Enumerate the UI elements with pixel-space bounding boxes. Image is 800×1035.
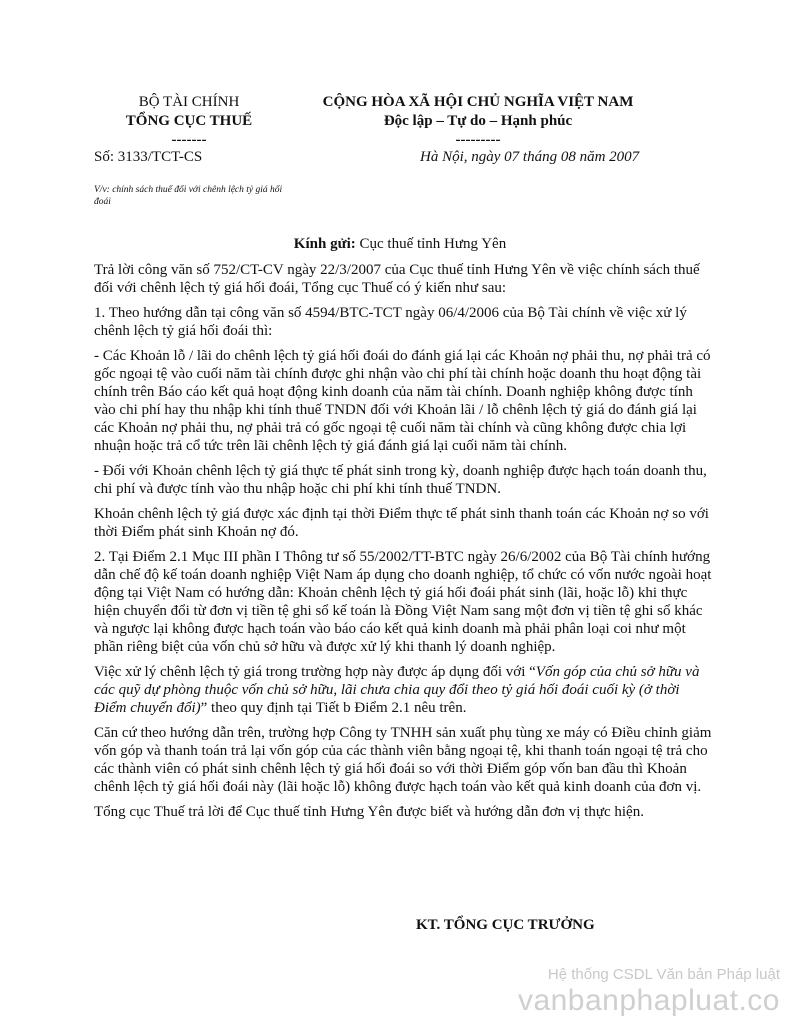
document-date: Hà Nội, ngày 07 tháng 08 năm 2007 <box>420 149 640 165</box>
recipient-label: Kính gửi: <box>293 236 356 252</box>
application-text-start: Việc xử lý chênh lệch tỷ giá trong trường hợp này được áp dụng đối với “ <box>94 664 536 680</box>
watermark-site: vanbanphapluat.co <box>517 984 780 1017</box>
issuer-block <box>94 93 284 150</box>
signature-title: KT. TỔNG CỤC TRƯỞNG <box>416 917 595 933</box>
department-name: TỔNG CỤC THUẾ <box>125 113 253 129</box>
paragraph-bullet-2: - Đối với Khoản chênh lệch tỷ giá thực tế phát sinh trong kỳ, doanh nghiệp được hạch toán doanh thu, chi phí và được tính vào thu nhập hoặc chi phí khi tính thuế TNDN. <box>94 463 707 497</box>
motto-rule: --------- <box>455 132 501 148</box>
recipient-name: Cục thuế tỉnh Hưng Yên <box>359 236 507 252</box>
watermark-system-name: Hệ thống CSDL Văn bản Pháp luật <box>547 966 780 983</box>
country-name: CỘNG HÒA XÃ HỘI CHỦ NGHĨA VIỆT NAM <box>322 94 634 110</box>
application-quote: Vốn góp của chủ sở hữu và các quỹ dự phòng thuộc vốn chủ sở hữu, lãi chưa chia quy đổi theo tỷ giá hối đoái cuối kỳ (ở thời Điểm chuyển đổi) <box>94 664 700 716</box>
application-text-end: ” theo quy định tại Tiết b Điểm 2.1 nêu trên. <box>200 700 467 716</box>
paragraph-conclusion: Căn cứ theo hướng dẫn trên, trường hợp Công ty TNHH sản xuất phụ tùng xe máy có Điều chỉnh giảm vốn góp và thanh toán trả lại vốn góp của các thành viên bằng ngoại tệ, khi thanh toán ngoại tệ trả cho các thành viên có phát sinh chênh lệch tỷ giá hối đoái so với thời Điểm góp vốn ban đầu thì Khoản chênh lệch tỷ giá hối đoái này (lãi hoặc lỗ) không được hạch toán vào kết quả kinh doanh của đơn vị. <box>94 725 712 795</box>
document-number: Số: 3133/TCT-CS <box>94 149 203 165</box>
letter-body <box>94 261 714 828</box>
recipient-line <box>0 236 800 253</box>
document-subject: V/v: chính sách thuế đối với chênh lệch tỷ giá hối đoái <box>94 185 283 207</box>
paragraph-section-2: 2. Tại Điểm 2.1 Mục III phần I Thông tư số 55/2002/TT-BTC ngày 26/6/2002 của Bộ Tài chính hướng dẫn chế độ kế toán doanh nghiệp Việt Nam áp dụng cho doanh nghiệp, tổ chức có vốn nước ngoài hoạt động tại Việt Nam có hướng dẫn: Khoản chênh lệch tỷ giá hối đoái phát sinh (lãi, hoặc lỗ) khi thực hiện chuyển đổi từ đơn vị tiền tệ ghi sổ kế toán là Đồng Việt Nam sang một đơn vị tiền tệ ghi sổ khác và ngược lại không được hạch toán vào báo cáo kết quả kinh doanh mà phải phân loại coi như một phần riêng biệt của vốn chủ sở hữu và được xử lý khi thanh lý doanh nghiệp. <box>94 549 712 655</box>
ministry-name: BỘ TÀI CHÍNH <box>138 94 240 110</box>
issuer-rule: ------- <box>171 132 207 148</box>
paragraph-exchange-diff: Khoản chênh lệch tỷ giá được xác định tại thời Điểm thực tế phát sinh thanh toán các Khoản nợ so với thời Điểm phát sinh Khoản nợ đó. <box>94 506 709 540</box>
paragraph-closing: Tổng cục Thuế trả lời để Cục thuế tỉnh Hưng Yên được biết và hướng dẫn đơn vị thực hiện. <box>94 804 644 820</box>
paragraph-application <box>94 663 714 717</box>
national-motto: Độc lập – Tự do – Hạnh phúc <box>383 113 573 129</box>
national-header <box>293 93 663 150</box>
paragraph-section-1: 1. Theo hướng dẫn tại công văn số 4594/BTC-TCT ngày 06/4/2006 của Bộ Tài chính về việc xử lý chênh lệch tỷ giá hối đoái thì: <box>94 305 687 339</box>
paragraph-intro: Trả lời công văn số 752/CT-CV ngày 22/3/2007 của Cục thuế tỉnh Hưng Yên về việc chính sách thuế đối với chênh lệch tỷ giá hối đoái, Tổng cục Thuế có ý kiến như sau: <box>94 262 700 296</box>
paragraph-bullet-1: - Các Khoản lỗ / lãi do chênh lệch tỷ giá hối đoái do đánh giá lại các Khoản nợ phải thu, nợ phải trả có gốc ngoại tệ vào cuối năm tài chính được ghi nhận vào chi phí tài chính hoặc doanh thu hoạt động tài chính trên Báo cáo kết quả hoạt động kinh doanh của năm tài chính. Doanh nghiệp không được tính vào chi phí hay thu nhập khi tính thuế TNDN đối với Khoản lãi / lỗ chênh lệch tỷ giá do đánh giá lại các Khoản nợ phải thu, nợ phải trả có gốc ngoại tệ cuối năm tài chính và cũng không được chia lợi nhuận hoặc trả cổ tức trên lãi chênh lệch tỷ giá đánh giá lại cuối năm tài chính. <box>94 348 711 454</box>
